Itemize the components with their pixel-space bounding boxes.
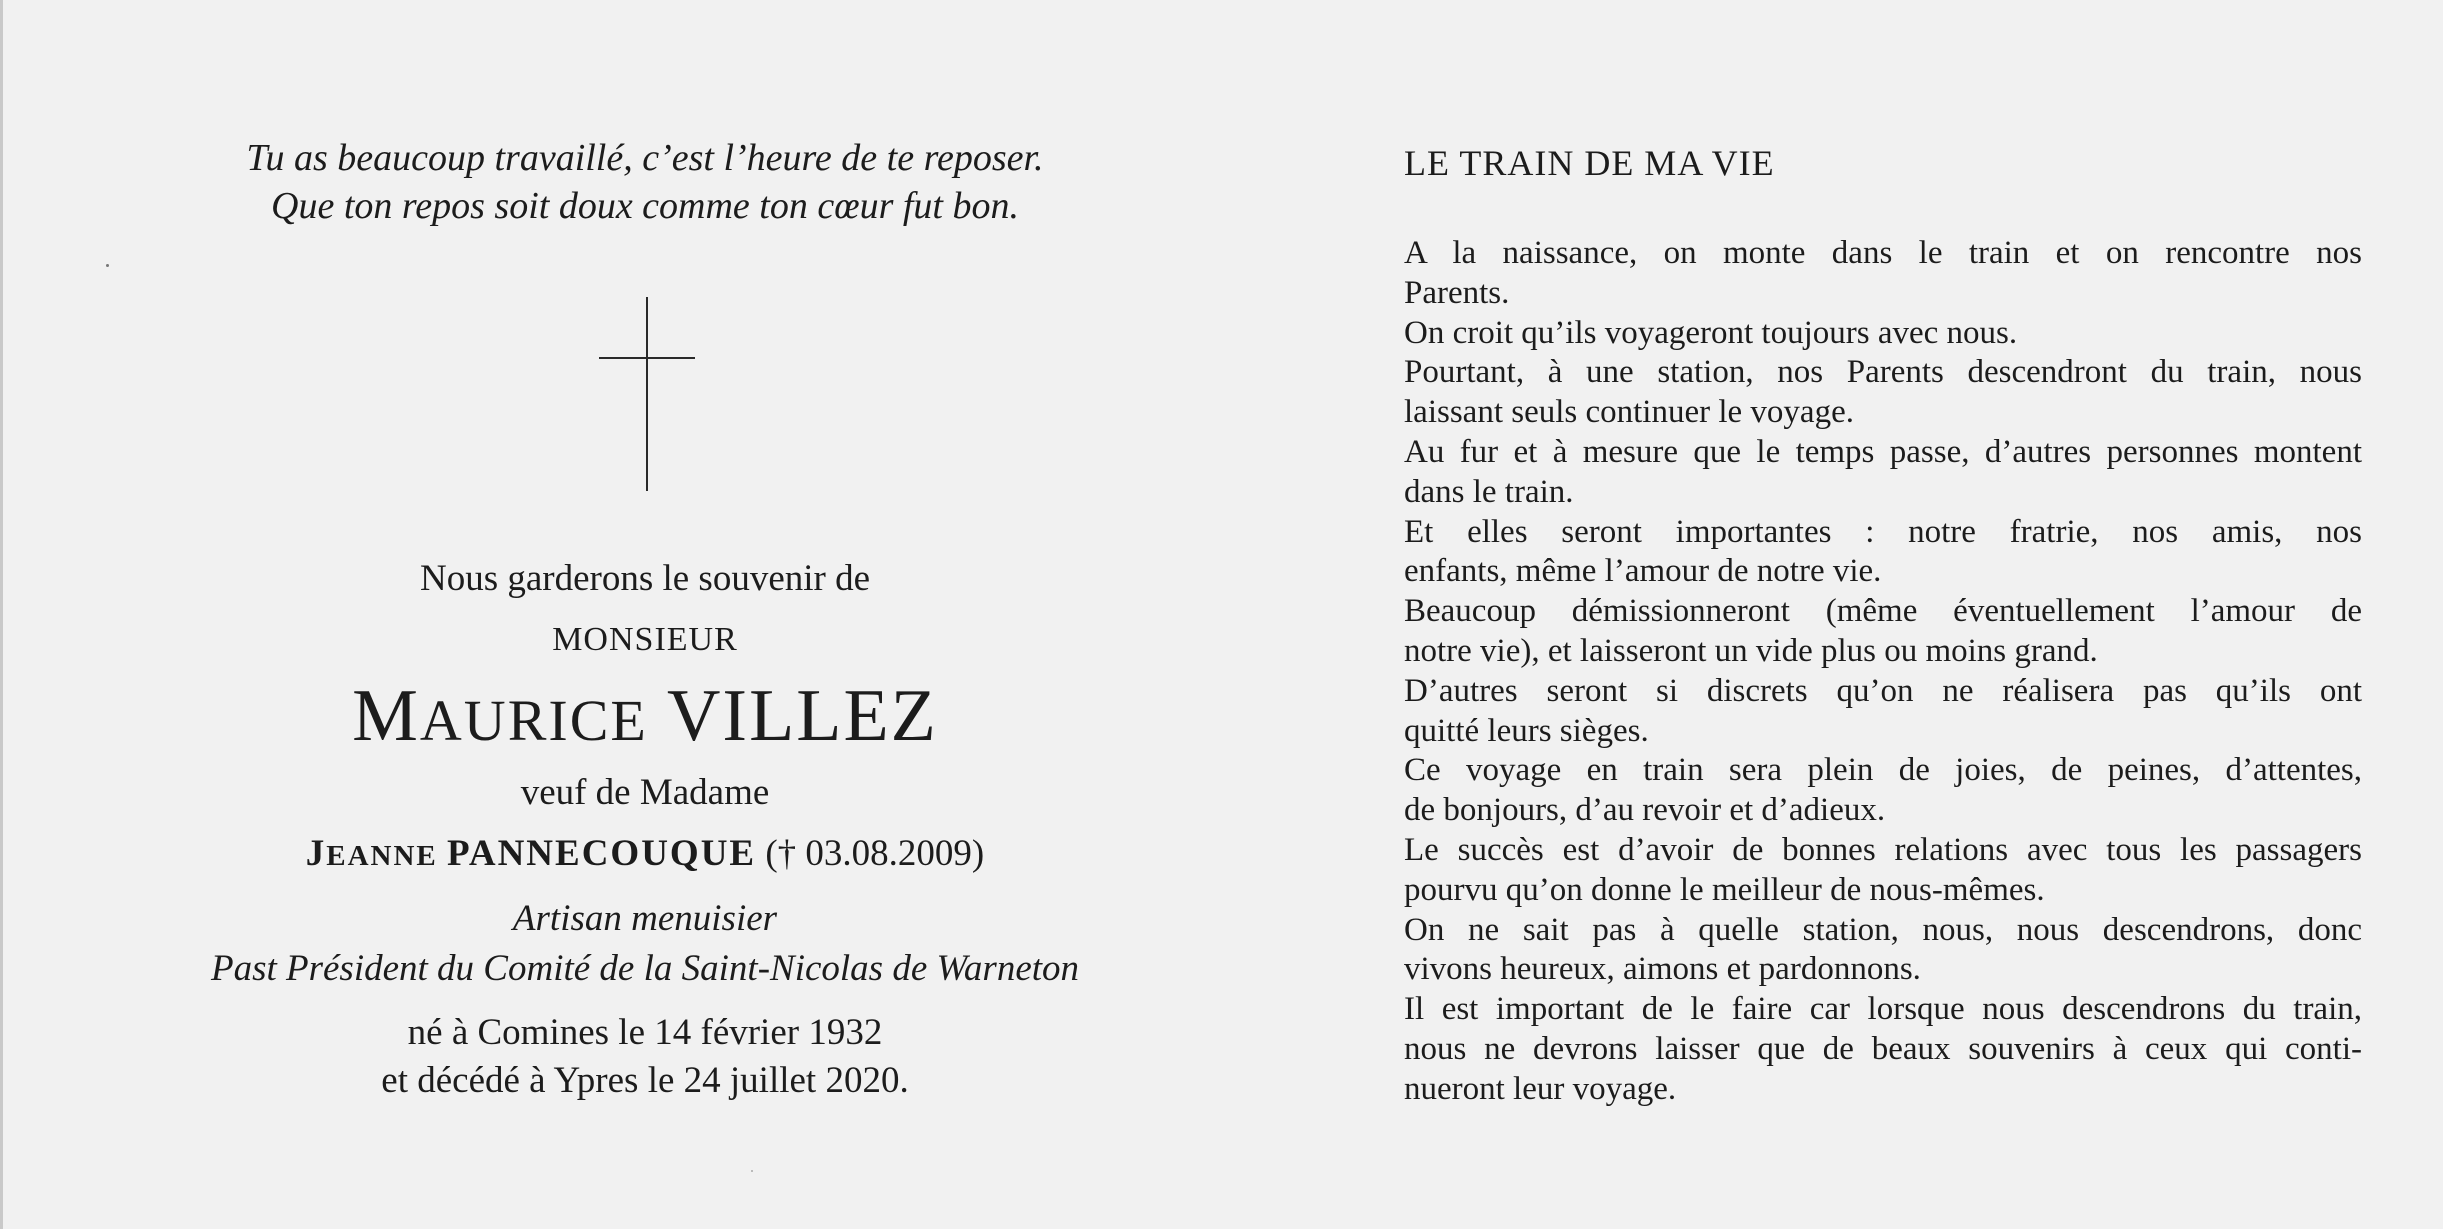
poem-line: Parents. (1404, 274, 1510, 311)
birth-line: né à Comines le 14 février 1932 (407, 1012, 883, 1053)
poem-line: dans le train. (1404, 473, 1574, 510)
poem-line: vivons heureux, aimons et pardonnons. (1404, 951, 1921, 988)
memorial-panel (150, 0, 1140, 1229)
poem-panel (1404, 0, 2362, 1229)
position: Past Président du Comité de la Saint-Nicolas de Warneton (210, 948, 1080, 989)
poem-line: notre vie), et laisseront un vide plus ou moins grand. (1404, 632, 2098, 669)
poem-line: On ne sait pas à quelle station, nous, nous descendrons, donc (1404, 911, 2362, 948)
spouse-first-rest: EANNE (326, 840, 438, 872)
poem-line: laissant seuls continuer le voyage. (1404, 394, 1854, 431)
paper-speck (106, 264, 109, 267)
deceased-name (150, 670, 1140, 767)
death-line: et décédé à Ypres le 24 juillet 2020. (381, 1060, 909, 1101)
honorific: MONSIEUR (552, 621, 738, 658)
poem-line: nous ne devrons laisser que de beaux souvenirs à ceux qui conti- (1404, 1030, 2362, 1067)
poem-line: Il est important de le faire car lorsque nous descendrons du train, (1404, 991, 2362, 1028)
spouse-first-initial: J (305, 833, 327, 874)
poem-line: de bonjours, d’au revoir et d’adieux. (1404, 792, 1886, 829)
spouse-last-name: PANNECOUQUE (447, 833, 757, 874)
spouse-first-name (306, 833, 438, 874)
poem-line: Le succès est d’avoir de bonnes relations avec tous les passagers (1404, 831, 2362, 868)
poem-line: A la naissance, on monte dans le train et on rencontre nos (1404, 235, 2362, 271)
poem-line: Au fur et à mesure que le temps passe, d’autres personnes montent (1404, 433, 2362, 470)
first-name-rest: AURICE (419, 688, 648, 753)
epigraph (150, 134, 1140, 230)
poem-line: nueront leur voyage. (1404, 1070, 1677, 1107)
poem-title: LE TRAIN DE MA VIE (1404, 143, 1775, 183)
poem-line: D’autres seront si discrets qu’on ne réalisera pas qu’ils ont (1404, 672, 2362, 709)
card-left-edge (0, 0, 3, 1229)
poem-line: Pourtant, à une station, nos Parents descendront du train, nous (1404, 354, 2362, 391)
poem-line: Beaucoup démissionneront (même éventuellement l’amour de (1404, 593, 2362, 630)
poem-line: quitté leurs sièges. (1404, 712, 1649, 749)
epigraph-line: Que ton repos soit doux comme ton cœur fut bon. (271, 185, 1019, 227)
poem-line: Ce voyage en train sera plein de joies, de peines, d’attentes, (1404, 752, 2362, 789)
poem-body (1404, 234, 2362, 1110)
last-name: VILLEZ (666, 675, 938, 757)
epigraph-line: Tu as beaucoup travaillé, c’est l’heure de te reposer. (246, 137, 1044, 179)
poem-line: Et elles seront importantes : notre fratrie, nos amis, nos (1404, 513, 2362, 550)
occupation: Artisan menuisier (512, 898, 778, 939)
first-name-initial: M (352, 675, 420, 757)
widow-of-line: veuf de Madame (520, 772, 770, 813)
spouse-line (150, 830, 1140, 880)
intro-line: Nous garderons le souvenir de (419, 558, 871, 599)
poem-line: On croit qu’ils voyageront toujours avec nous. (1404, 314, 2018, 351)
spouse-death-note: († 03.08.2009) (765, 833, 985, 874)
poem-line: enfants, même l’amour de notre vie. (1404, 553, 1882, 590)
cross-icon (599, 297, 695, 491)
poem-line: pourvu qu’on donne le meilleur de nous-mêmes. (1404, 871, 2045, 908)
